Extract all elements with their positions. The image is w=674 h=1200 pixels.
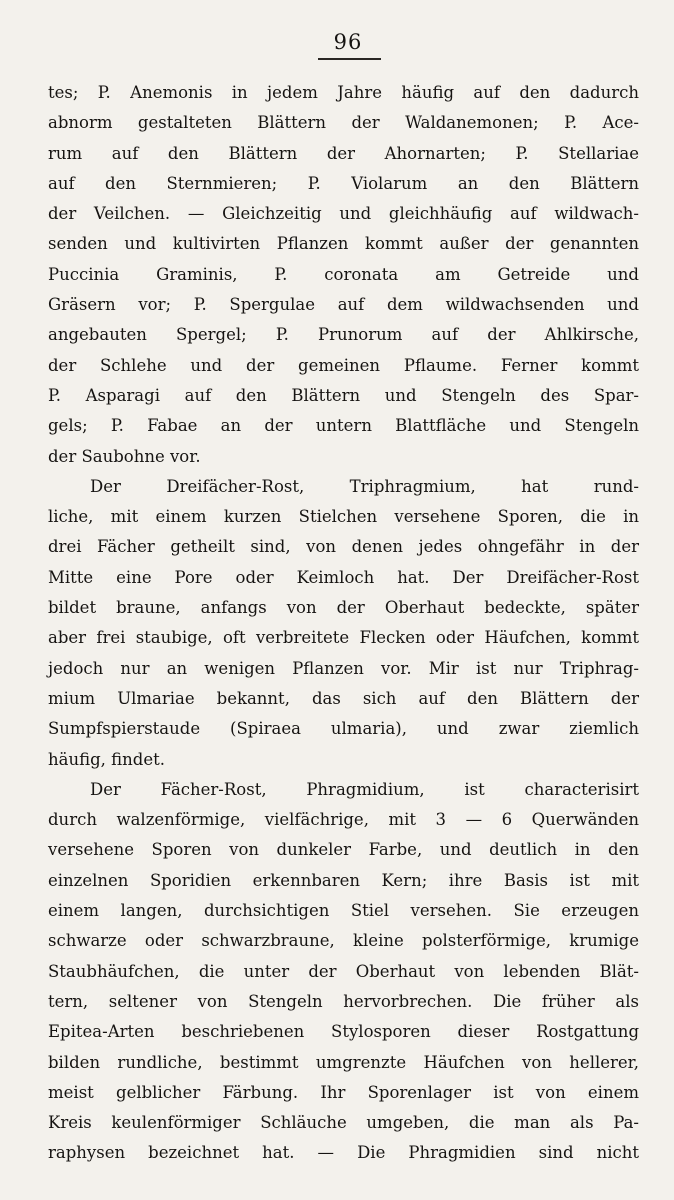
text-line: häufig, findet. [48,749,165,769]
text-line: Sumpfspierstaude (Spiraea ulmaria), und zwar ziemlich [48,719,639,739]
text-line: mium Ulmariae bekannt, das sich auf den Blättern der [48,688,639,708]
text-line: bildet braune, anfangs von der Oberhaut bedeckte, später [48,598,639,618]
text-line: bilden rundliche, bestimmt umgrenzte Häufchen von hellerer, [48,1052,639,1072]
text-line: drei Fächer getheilt sind, von denen jedes ohngefähr in der [48,537,639,557]
text-line: Staubhäufchen, die unter der Oberhaut von lebenden Blät- [48,961,639,981]
text-line: P. Asparagi auf den Blättern und Stengeln des Spar- [48,385,639,405]
text-line: der Schlehe und der gemeinen Pflaume. Ferner kommt [48,355,639,375]
text-line: aber frei staubige, oft verbreitete Flecken oder Häufchen, kommt [48,628,639,648]
page-number: 96 [333,30,363,54]
body-text [48,78,639,1169]
text-line: Gräsern vor; P. Spergulae auf dem wildwachsenden und [48,295,639,315]
text-line: versehene Sporen von dunkeler Farbe, und deutlich in den [48,840,639,860]
text-line: liche, mit einem kurzen Stielchen versehene Sporen, die in [48,507,639,527]
text-line: der Veilchen. — Gleichzeitig und gleichhäufig auf wildwach- [48,204,639,224]
text-line: tern, seltener von Stengeln hervorbrechen. Die früher als [48,991,639,1011]
text-line: durch walzenförmige, vielfächrige, mit 3 — 6 Querwänden [48,810,639,830]
text-line: Epitea-Arten beschriebenen Stylosporen dieser Rostgattung [48,1022,639,1042]
text-line: jedoch nur an wenigen Pflanzen vor. Mir ist nur Triphrag- [48,658,639,678]
text-line: rum auf den Blättern der Ahornarten; P. Stellariae [48,143,639,163]
text-line: Der Fächer-Rost, Phragmidium, ist characterisirt [90,779,639,799]
text-line: abnorm gestalteten Blättern der Waldanemonen; P. Ace- [48,113,639,133]
text-line: tes; P. Anemonis in jedem Jahre häufig auf den dadurch [48,83,639,102]
text-line: meist gelblicher Färbung. Ihr Sporenlager ist von einem [48,1082,639,1102]
text-line: raphysen bezeichnet hat. — Die Phragmidien sind nicht [48,1143,639,1163]
text-line: gels; P. Fabae an der untern Blattfläche und Stengeln [48,416,639,436]
text-line: Puccinia Graminis, P. coronata am Getreide und [48,264,639,284]
page-number-rule [318,58,381,60]
paragraph-puccinia [48,78,639,472]
text-line: der Saubohne vor. [48,446,201,466]
text-line: Mitte eine Pore oder Keimloch hat. Der Dreifächer-Rost [48,567,639,587]
text-line: schwarze oder schwarzbraune, kleine polsterförmige, krumige [48,931,639,951]
paragraph-triphragmium [48,472,639,775]
text-line: angebauten Spergel; P. Prunorum auf der Ahlkirsche, [48,325,639,345]
paragraph-phragmidium [48,775,639,1169]
text-line: auf den Sternmieren; P. Violarum an den Blättern [48,173,639,193]
text-line: Kreis keulenförmiger Schläuche umgeben, die man als Pa- [48,1113,639,1133]
text-line: einzelnen Sporidien erkennbaren Kern; ihre Basis ist mit [48,870,639,890]
text-line: senden und kultivirten Pflanzen kommt außer der genannten [48,234,639,254]
text-line: einem langen, durchsichtigen Stiel versehen. Sie erzeugen [48,901,639,921]
text-line: Der Dreifächer-Rost, Triphragmium, hat rund- [90,476,639,496]
